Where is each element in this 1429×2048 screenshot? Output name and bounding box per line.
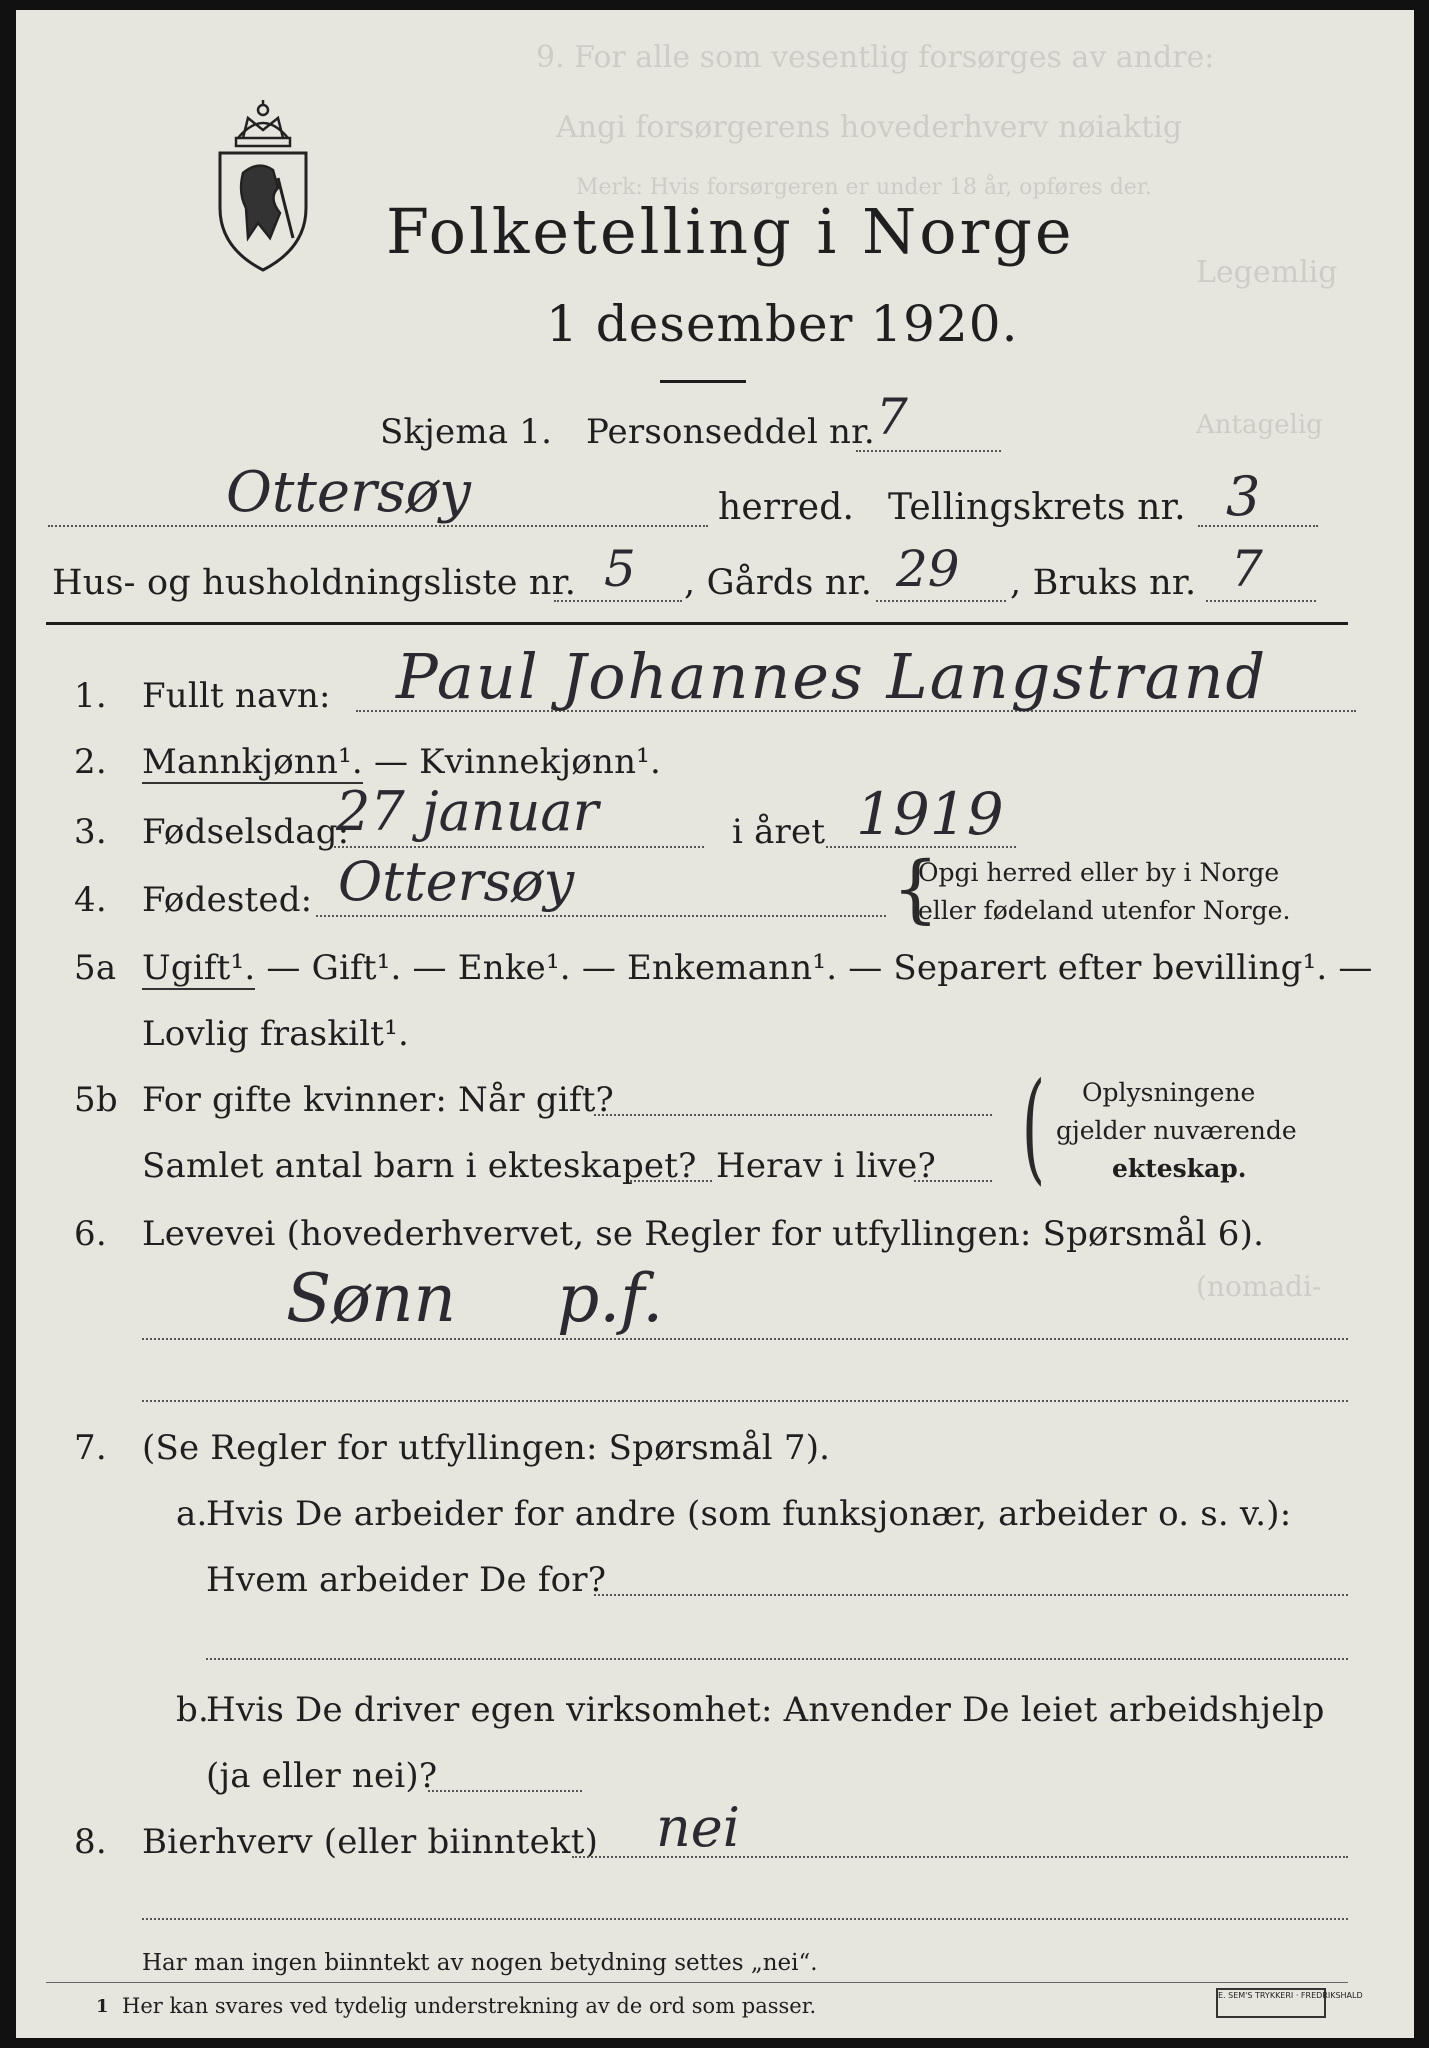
q2-number: 2. (74, 742, 107, 782)
q5b-brace: ( (1021, 1058, 1046, 1197)
q4-note-1: Opgi herred eller by i Norge (918, 858, 1280, 887)
q7-number: 7. (74, 1428, 107, 1468)
bruks-line (1206, 600, 1316, 602)
q5b-note-1: Oplysningene (1082, 1078, 1256, 1107)
q4-brace: { (892, 846, 940, 932)
q2-male-option: Mannkjønn¹. (142, 742, 363, 782)
personseddel-line (856, 450, 1001, 452)
footnote-text: Her kan svares ved tydelig understrekning av de ord som passer. (122, 1994, 817, 2018)
gards-label: , Gårds nr. (684, 563, 873, 603)
q2-options (142, 742, 661, 782)
q5a-number: 5a (74, 948, 117, 988)
q5b-note-2: gjelder nuværende (1056, 1116, 1297, 1145)
page-title: Folketelling i Norge (386, 195, 1075, 268)
bruks-label: , Bruks nr. (1010, 563, 1197, 603)
bruks-value: 7 (1231, 540, 1263, 598)
q5a-line2: Lovlig fraskilt¹. (142, 1014, 409, 1054)
herred-value: Ottersøy (226, 460, 471, 525)
q6-occupation: Sønn p.f. (286, 1260, 664, 1337)
herred-label: herred. (718, 487, 855, 528)
q5b-children-line (630, 1180, 712, 1182)
household-label: Hus- og husholdningsliste nr. (52, 563, 577, 603)
q4-number: 4. (74, 880, 107, 920)
q7b-line (428, 1790, 582, 1792)
norwegian-coat-of-arms-icon (208, 98, 318, 278)
footer-divider (46, 1982, 1348, 1983)
footnote-number: 1 (96, 1996, 109, 2017)
q1-label: Fullt navn: (142, 676, 331, 716)
q5b-label: For gifte kvinner: Når gift? (142, 1080, 614, 1120)
q7a-line2: Hvem arbeider De for? (206, 1560, 607, 1600)
title-divider (660, 380, 746, 383)
bleed-through: (nomadi- (1196, 1270, 1322, 1303)
q5a-other-options: — Gift¹. — Enke¹. — Enkemann¹. — Separert efter bevilling¹. — (255, 948, 1373, 988)
q3-line (334, 846, 704, 848)
q3-number: 3. (74, 812, 107, 852)
q5b-children-label: Samlet antal barn i ekteskapet? (142, 1146, 697, 1186)
q5b-married-line (594, 1114, 992, 1116)
bleed-through: Legemlig (1196, 255, 1338, 290)
q6-label: Levevei (hovederhvervet, se Regler for utfyllingen: Spørsmål 6). (142, 1214, 1265, 1254)
bleed-through: Angi forsørgerens hovederhverv nøiaktig (556, 110, 1183, 145)
q7a-label: Hvis De arbeider for andre (som funksjonær, arbeider o. s. v.): (206, 1494, 1292, 1534)
q5b-alive-line (914, 1180, 992, 1182)
census-date: 1 desember 1920. (546, 295, 1019, 353)
q1-number: 1. (74, 676, 107, 716)
personseddel-label: Personseddel nr. (586, 412, 875, 452)
q6-line-1 (142, 1338, 1348, 1340)
q6-number: 6. (74, 1214, 107, 1254)
gards-value: 29 (896, 540, 960, 598)
footer-note: Har man ingen biinntekt av nogen betydning settes „nei“. (142, 1950, 818, 1976)
bleed-through: Merk: Hvis forsørgeren er under 18 år, opføres der. (576, 175, 1152, 200)
q3-label: Fødselsdag: (142, 812, 350, 852)
q8-number: 8. (74, 1822, 107, 1862)
printer-stamp-icon: E. SEM'S TRYKKERI · FREDRIKSHALD (1216, 1988, 1326, 2018)
q8-extra-line (142, 1918, 1348, 1920)
schema-label: Skjema 1. (380, 412, 553, 452)
q4-line (316, 915, 886, 917)
section-divider (46, 622, 1348, 625)
q3-year-label: i året (732, 812, 826, 852)
q7a-line (594, 1594, 1348, 1596)
q5b-alive-label: Herav i live? (716, 1146, 936, 1186)
q7b-label: Hvis De driver egen virksomhet: Anvender De leiet arbeidshjelp (206, 1690, 1325, 1730)
q2-female-option: — Kvinnekjønn¹. (362, 742, 661, 782)
q7a-letter: a. (176, 1494, 208, 1534)
q4-birthplace: Ottersøy (338, 850, 575, 913)
q8-label: Bierhverv (eller biinntekt) (142, 1822, 599, 1862)
bleed-through: Antagelig (1196, 410, 1323, 440)
tellingskrets-label: Tellingskrets nr. (888, 487, 1186, 528)
q8-value: nei (656, 1796, 741, 1859)
q5b-note-3: ekteskap. (1112, 1154, 1247, 1183)
personseddel-value: 7 (876, 388, 908, 446)
q7-label: (Se Regler for utfyllingen: Spørsmål 7). (142, 1428, 831, 1468)
q6-line-2 (142, 1400, 1348, 1402)
household-value: 5 (604, 540, 636, 598)
q5a-ugift-option: Ugift¹. (142, 948, 256, 988)
q7b-letter: b. (176, 1690, 209, 1730)
q4-note-2: eller fødeland utenfor Norge. (918, 896, 1291, 925)
household-line (554, 600, 682, 602)
q7b-line2: (ja eller nei)? (206, 1756, 438, 1796)
q5b-number: 5b (74, 1080, 118, 1120)
gards-line (876, 600, 1006, 602)
q4-label: Fødested: (142, 880, 313, 920)
q7a-extra-line (206, 1658, 1348, 1660)
q3-birthday: 27 januar (336, 780, 599, 843)
q3-year-value: 1919 (856, 780, 1004, 848)
bleed-through: 9. For alle som vesentlig forsørges av andre: (536, 40, 1215, 75)
herred-line (48, 525, 708, 527)
q1-full-name: Paul Johannes Langstrand (396, 640, 1268, 713)
census-form (16, 10, 1414, 2038)
tellingskrets-value: 3 (1226, 465, 1261, 528)
q5a-options (142, 948, 1373, 988)
